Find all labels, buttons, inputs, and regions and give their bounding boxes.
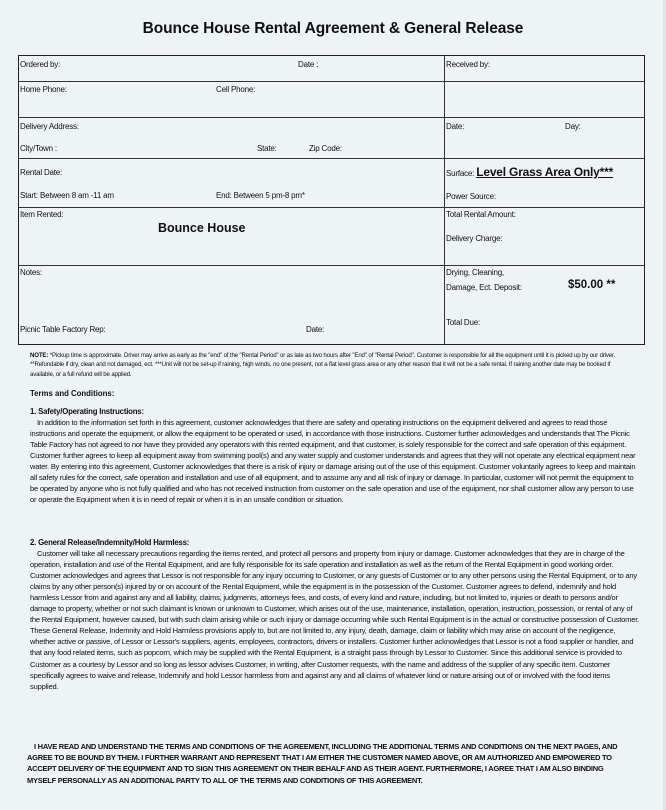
delivery-address-field[interactable]: Delivery Address: bbox=[20, 122, 79, 131]
footnote bbox=[30, 351, 630, 379]
delivery-charge-field[interactable]: Delivery Charge: bbox=[446, 234, 503, 243]
received-by-field[interactable]: Received by: bbox=[446, 60, 490, 69]
surface-value: Level Grass Area Only*** bbox=[476, 165, 614, 179]
delivery-day-field[interactable]: Day: bbox=[565, 122, 581, 131]
city-town-field[interactable]: City/Town : bbox=[20, 144, 57, 153]
row-divider bbox=[19, 265, 644, 266]
section-release-heading: 2. General Release/Indemnity/Hold Harmless: bbox=[30, 538, 190, 547]
rep-date-field[interactable]: Date: bbox=[306, 325, 325, 334]
surface-label: Surface: bbox=[446, 169, 475, 178]
ordered-by-field[interactable]: Ordered by: bbox=[20, 60, 61, 69]
terms-heading: Terms and Conditions: bbox=[30, 389, 115, 398]
item-rented-label: Item Rented: bbox=[20, 210, 64, 219]
zip-code-field[interactable]: Zip Code: bbox=[309, 144, 342, 153]
row-divider bbox=[19, 158, 644, 159]
deposit-value: $50.00 ** bbox=[568, 279, 616, 291]
total-due-field[interactable]: Total Due: bbox=[446, 318, 481, 327]
rental-form-table bbox=[18, 55, 645, 345]
section-safety-heading: 1. Safety/Operating Instructions: bbox=[30, 407, 144, 416]
acknowledgement bbox=[27, 741, 627, 786]
delivery-date-field[interactable]: Date: bbox=[446, 122, 465, 131]
deposit-label-line1: Drying, Cleaning, bbox=[446, 268, 504, 277]
rental-date-field[interactable]: Rental Date: bbox=[20, 168, 63, 177]
section-release bbox=[30, 537, 640, 692]
total-rental-amount-field[interactable]: Total Rental Amount: bbox=[446, 210, 516, 219]
power-source-field[interactable]: Power Source: bbox=[446, 192, 496, 201]
rep-field[interactable]: Picnic Table Factory Rep: bbox=[20, 325, 106, 334]
home-phone-field[interactable]: Home Phone: bbox=[20, 85, 67, 94]
row-divider bbox=[19, 117, 644, 118]
deposit-label-line2: Damage, Ect. Deposit: bbox=[446, 283, 522, 292]
section-release-text: Customer will take all necessary precautions regarding the items rented, and protect all persons and property from injury or damage. Customer acknowledges that they are in charge of the operation, installation and use of the Rental Equipment, and are fully responsible for its safe operation and installation as well as the return of the Rental Equipment in good working order. Customer acknowledges and agrees that Lessor is not responsible for any injury occurring to Customer, or any guests of Customer or to any other persons using the Rental Equipment, or to any claims by any other person(s) injured by or on account of the Rental Equipment, while the equipment is in the possession of the Customer. Customer agrees to defend, indemnify and hold harmless Lessor from and against any and all liability, claims, judgments, attorneys fees, and costs, of every kind and nature, including, but not limited to, injuries or death to persons and/or damage to property, whether or not such claimant is known or unknown to Customer, which arises out of the use, maintenance, installation, operation, instruction, possession, or rental of any of the Rental Equipment, however caused, but with such claim arising while or such injury or damage occurring while such Rental Equipment is in the actual or constructive possession of Customer. These General Release, Indemnity and Hold Harmless provisions apply to, but are not limited to, any injury, death, damage, claim or liability which may arise on account of the negligence, whether active or passive, of Lessor or Lessor's suppliers, agents, employees, contractors, drivers or installers. Customer further acknowledges that Lessor is not a food supplier or handler, and that any food related items, such as popcorn, which may be supplied with the Rental Equipment, is a straight pass through by Lessor to Customer. Since this additional service is provided to Customer as a courtesy by Lessor and so long as lessor advises Customer, in writing, after Customer requests, with the name and address of the supplier of any specific item. Customer specifically agrees to waive and release, Indemnify and hold Lessor harmless from and against any and all claims of whatever kind or nature arising out of or involved with the food items supplied. bbox=[30, 549, 640, 691]
acknowledgement-text: I HAVE READ AND UNDERSTAND THE TERMS AND CONDITIONS OF THE AGREEMENT, INCLUDING THE ADDITIONAL TERMS AND CONDITIONS ON THE NEXT PAGES, AND AGREE TO BE BOUND BY THEM. I FURTHER WARRANT AND REPRESENT THAT I AM EITHER THE CUSTOMER NAMED ABOVE, OR AM AUTHORIZED AND EMPOWERED TO ACCEPT DELIVERY OF THE EQUIPMENT AND TO SIGN THIS AGREEMENT ON THEIR BEHALF AND AS THEIR AGENT. FURTHERMORE, I AGREE THAT I AM ALSO BINDING MYSELF PERSONALLY AS AN ADDITIONAL PARTY TO ALL OF THE TERMS AND CONDITIONS OF THIS AGREEMENT. bbox=[27, 742, 618, 785]
document-title: Bounce House Rental Agreement & General Release bbox=[142, 20, 524, 37]
note-text: *Pickup time is approximate. Driver may arrive as early as the "end" of the "Rental Period" or as late as two hours after "End" of "Rental Period". Customer is responsible for all the equipment until it is picked up by our driver. **Refundable if dry, clean and not damaged, ect. ***Unit will not be set-up if raining, high winds, no one present, not a flat level grass area or any other reason that it will not be a safe rental. If raining another date may be booked if available, or a full refund will be applied. bbox=[30, 352, 616, 378]
end-window: End: Between 5 pm-8 pm* bbox=[216, 191, 305, 200]
cell-phone-field[interactable]: Cell Phone: bbox=[216, 85, 256, 94]
section-safety-text: In addition to the information set forth in this agreement, customer acknowledges that there are safety and operating instructions on the equipment delivered and agrees to read those instructions and operate the equipment, or allow the equipment to be operated or used, in accordance with those instructions. Customer further acknowledges and understands that The Picnic Table Factory has not agreed to nor have they provided any operators with this rented equipment, and that customer, is solely responsible for the correct and safe operation of this equipment. Customer further agrees to keep all equipment away from swimming pool(s) and any water supply and customer understands and agrees that they will not operate any electrical equipment near water. By entering into this agreement, Customer acknowledges that there is a risk of injury or damage arising out of the use of this equipment. Customer voluntarily agrees to keep and maintain all safety rules for the correct, safe operation and installation and use of all equipment, and to assume any and all risk of injury or damage. In particular, customer will not permit the equipment to be operated by anyone who is not fully qualified and who has not received instruction from customer on the safe operation and use of the equipment, nor shall customer allow any person to use or operate the Equipment when it is in need of repair or when it is in an unsafe condition or situation. bbox=[30, 418, 636, 505]
row-divider bbox=[19, 81, 644, 82]
state-field[interactable]: State: bbox=[257, 144, 277, 153]
note-label: NOTE: bbox=[30, 352, 49, 359]
column-divider bbox=[444, 56, 445, 344]
surface-field bbox=[446, 165, 613, 179]
section-safety bbox=[30, 406, 640, 505]
item-rented-value[interactable]: Bounce House bbox=[158, 221, 246, 235]
start-window: Start: Between 8 am -11 am bbox=[20, 191, 114, 200]
notes-field[interactable]: Notes: bbox=[20, 268, 42, 277]
row-divider bbox=[19, 207, 644, 208]
order-date-field[interactable]: Date : bbox=[298, 60, 319, 69]
